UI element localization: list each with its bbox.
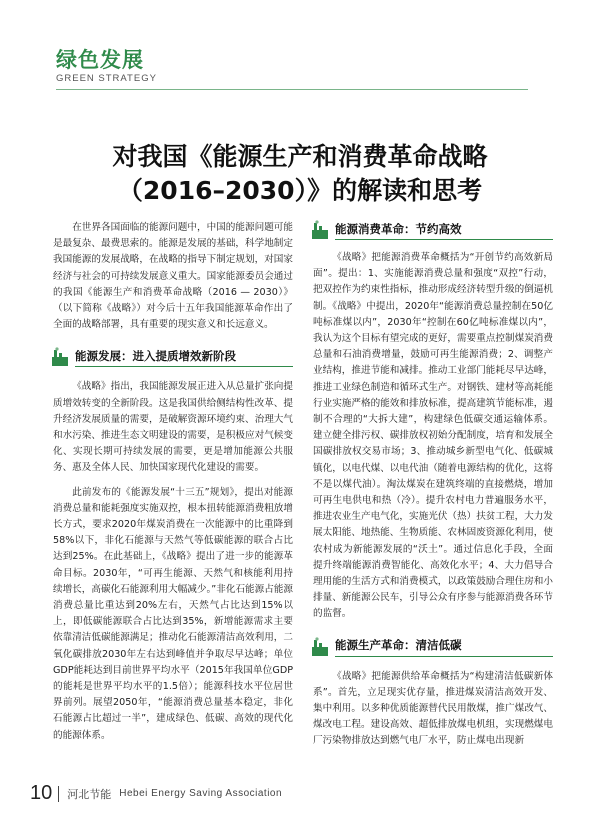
section-heading-consumption [311, 220, 553, 240]
magazine-name: 河北节能 [67, 787, 112, 801]
article-title-line-1: 对我国《能源生产和消费革命战略 [112, 142, 488, 171]
article-title-line-2: （2016–2030）》的解读和思考 [117, 176, 483, 205]
column-subtitle: GREEN STRATEGY [56, 73, 157, 84]
column-title: 绿色发展 [56, 48, 144, 72]
column-divider [56, 89, 528, 90]
section-paragraph: 《战略》把能源供给革命概括为“构建清洁低碳新体系”。首先，立足现实优存量，推进煤炭清洁高效开发、集中利用。以多种优质能源替代民用散煤，推广煤改气、煤改电工程。建设高效、超低排放煤电机组，实现燃煤电厂污染物排放达到燃气电厂水平，防止煤电出现新 [313, 670, 553, 747]
footer-divider [58, 786, 59, 802]
section-heading-label: 能源消费革命：节约高效 [335, 221, 553, 240]
factory-icon [311, 637, 329, 657]
magazine-english-name: Hebei Energy Saving Association [119, 788, 283, 799]
section-heading-production [311, 637, 553, 657]
page-footer [30, 782, 282, 805]
factory-icon [51, 347, 69, 367]
article-title [56, 140, 544, 208]
section-heading-development [51, 347, 293, 367]
section-paragraph: 此前发布的《能源发展“十三五”规划》，提出对能源消费总量和能耗强度实施双控，根本扭转能源消费粗放增长方式，要求2020年煤炭消费在一次能源中的比重降到58%以下，非化石能源与天然气等低碳能源的联合占比达到25%。在此基础上，《战略》提出了进一步的能源革命目标。2030年，“可再生能源、天然气和核能利用持续增长，高碳化石能源利用大幅减少。”非化石能源占能源消费总量比重达到20%左右，天然气占比达到15%以上，即低碳能源联合占比达到35%，新增能源需求主要依靠清洁低碳能源满足；推动化石能源清洁高效利用，二氧化碳排放2030年左右达到峰值并争取尽早达峰；单位GDP能耗达到目前世界平均水平（2015年我国单位GDP的能耗是世界平均水平的1.5倍）；能源科技水平位居世界前列。展望2050年，“能源消费总量基本稳定，非化石能源占比超过一半”，建成绿色、低碳、高效的现代化的能源体系。 [53, 486, 294, 741]
factory-icon [311, 220, 329, 240]
page-number: 10 [30, 782, 53, 804]
section-paragraph: 《战略》把能源消费革命概括为“开创节约高效新局面”。提出：1、实施能源消费总量和强度“双控”行动，把双控作为约束性指标，推动形成经济转型升级的倒逼机制。《战略》中提出，2020年“能源消费总量控制在50亿吨标准煤以内”，2030年“控制在60亿吨标准煤以内”，我认为这个目标有望完成的更好，需要重点控制煤炭消费总量和石油消费增量，鼓励可再生能源消费；2、调整产业结构，推进节能和减排。推动工业部门能耗尽早达峰，推进工业绿色制造和循环式生产。对钢铁、建材等高耗能行业实施严格的能效和排放标准，提高建筑节能标准，遏制不合理的“大拆大建”，构建绿色低碳交通运输体系。建立健全排污权、碳排放权初始分配制度，培育和发展全国碳排放权交易市场；3、推动城乡新型电气化、低碳城镇化，以电代煤、以电代油（随着电源结构的优化，这将不是以煤代油）。淘汰煤炭在建筑终端的直接燃烧，增加可再生电供电和热（冷）。提升农村电力普遍服务水平，推进农业生产电气化，实施光伏（热）扶贫工程，大力发展太阳能、地热能、生物质能、农林固废资源化利用，使农村成为新能源发展的“沃土”。通过信息化手段，全面提升终端能源消费智能化、高效化水平；4、大力倡导合理用能的生活方式和消费模式，以政策鼓励合理住房和小排量、新能源公民车，引导公众有序参与能源消费各环节的监督。 [313, 252, 553, 620]
intro-paragraph: 在世界各国面临的能源问题中，中国的能源问题可能是最复杂、最费思索的。能源是发展的基础，科学地制定我国能源的发展战略，在战略的指导下制定规划，对国家经济与社会的可持续发展意义重大。国家能源委员会通过的我国《能源生产和消费革命战略（2016 — 2030）》（以下简称《战略》）对今后十五年我国能源革命作出了全面的战略部署，具有重要的现实意义和长远意义。 [53, 222, 293, 331]
section-paragraph: 《战略》指出，我国能源发展正进入从总量扩张向提质增效转变的全新阶段。这是我国供给侧结构性改革、提升经济发展质量的需要，是破解资源环境约束、治理大气和水污染、推进生态文明建设的需要，是积极应对气候变化、实现长期可持续发展的需要，更是增加能源公共服务、惠及全体人民、加快国家现代化建设的需要。 [53, 381, 293, 474]
section-heading-label: 能源生产革命：清洁低碳 [335, 637, 553, 656]
section-heading-label: 能源发展：进入提质增效新阶段 [75, 348, 293, 367]
left-column [53, 220, 293, 744]
right-column [313, 220, 553, 750]
